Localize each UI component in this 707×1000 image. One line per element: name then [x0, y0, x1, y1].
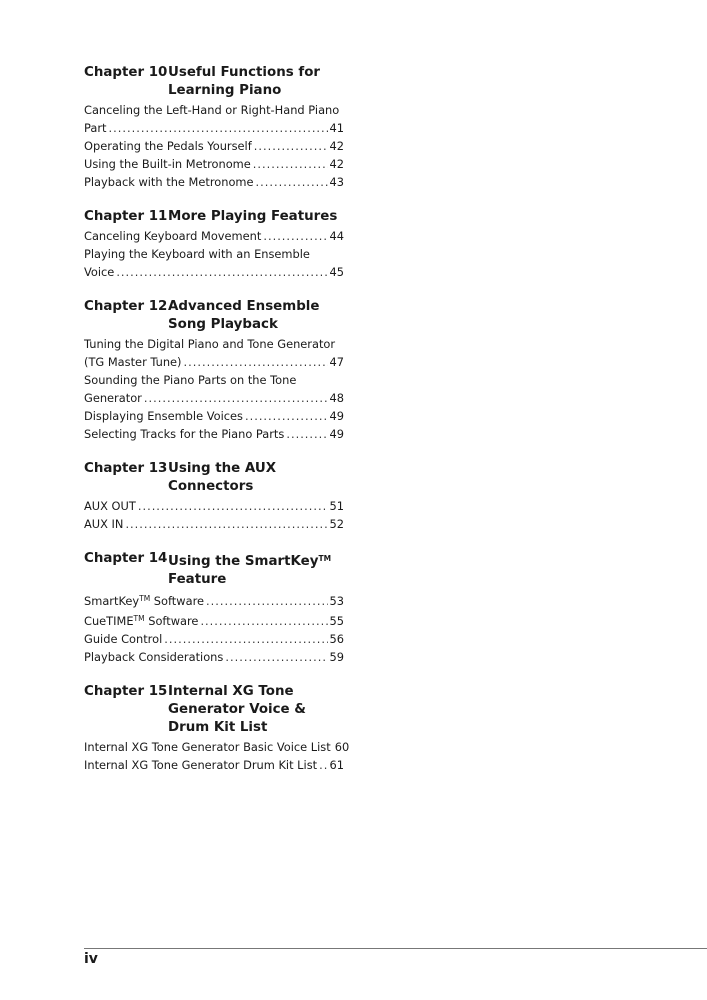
chapter-heading	[84, 683, 344, 737]
toc-entry-title	[84, 590, 204, 610]
toc-page-number: 47	[329, 355, 344, 369]
dot-leader	[109, 119, 328, 137]
toc-entry[interactable]	[84, 756, 344, 774]
toc-page-number: 42	[329, 157, 344, 171]
toc-entry-text: Canceling Keyboard Movement	[84, 229, 262, 243]
chapter-title-rest: Feature	[168, 572, 227, 587]
chapter-heading	[84, 208, 344, 226]
dot-leader	[263, 227, 327, 245]
toc-chapter	[84, 208, 344, 281]
toc-entry[interactable]	[84, 101, 344, 137]
toc-entry-row	[84, 119, 344, 137]
dot-leader	[256, 173, 328, 191]
toc-entry-title	[84, 497, 136, 515]
footer-page-number: iv	[84, 951, 98, 967]
toc-entry-text: Voice	[84, 265, 115, 279]
toc-entry[interactable]	[84, 610, 344, 630]
toc-page-number: 53	[329, 594, 344, 608]
toc-entry-text: Operating the Pedals Yourself	[84, 139, 252, 153]
chapter-number: Chapter 15	[84, 684, 168, 699]
chapter-title-text: Useful Functions for Learning Piano	[168, 65, 321, 98]
toc-entry[interactable]	[84, 630, 344, 648]
toc-entry-row	[84, 353, 344, 371]
toc-entry-row	[84, 630, 344, 648]
dot-leader	[245, 407, 328, 425]
toc-chapter	[84, 460, 344, 533]
toc-page-number: 55	[329, 614, 344, 628]
toc-entry[interactable]	[84, 155, 344, 173]
toc-chapter	[84, 298, 344, 443]
chapter-title-text: Using the SmartKey	[168, 554, 319, 569]
toc-page-number: 52	[329, 517, 344, 531]
toc-entry-text-rest: Software	[144, 614, 199, 628]
toc-entry[interactable]	[84, 137, 344, 155]
toc-entry-title	[84, 389, 142, 407]
dot-leader	[253, 155, 328, 173]
toc-entry-row	[84, 610, 344, 630]
toc-entry-row	[84, 407, 344, 425]
toc-entry-title	[84, 173, 254, 191]
table-of-contents	[84, 64, 350, 791]
toc-entry[interactable]	[84, 738, 350, 756]
toc-entry-text: Using the Built-in Metronome	[84, 157, 251, 171]
chapter-heading	[84, 460, 344, 496]
toc-entry-text: AUX IN	[84, 517, 124, 531]
toc-entry-title	[84, 137, 252, 155]
toc-page-number: 44	[329, 229, 344, 243]
toc-entry-row	[84, 173, 344, 191]
toc-entry[interactable]	[84, 425, 344, 443]
toc-entry-row	[84, 227, 344, 245]
toc-entry-text: Internal XG Tone Generator Drum Kit List	[84, 758, 318, 772]
toc-entry-title	[84, 515, 123, 533]
toc-entry-row	[84, 590, 344, 610]
dot-leader	[206, 592, 327, 610]
toc-entry-title	[84, 407, 243, 425]
toc-entry-title	[84, 263, 114, 281]
chapter-title	[168, 550, 344, 589]
toc-entry-lead: Canceling the Left-Hand or Right-Hand Piano	[84, 103, 340, 117]
toc-entry-lead: Sounding the Piano Parts on the Tone	[84, 373, 297, 387]
chapter-title-text: Internal XG Tone Generator Voice & Drum Kit List	[168, 684, 306, 735]
chapter-title	[168, 298, 344, 334]
dot-leader	[286, 425, 327, 443]
toc-entry-row	[84, 155, 344, 173]
trademark-mark: TM	[318, 554, 332, 563]
chapter-title-text: Advanced Ensemble Song Playback	[168, 299, 320, 332]
toc-entry[interactable]	[84, 407, 344, 425]
toc-page-number: 43	[329, 175, 344, 189]
toc-entry-title	[84, 227, 261, 245]
chapter-heading	[84, 550, 344, 589]
chapter-number: Chapter 12	[84, 299, 168, 314]
toc-entry-text: Part	[84, 121, 107, 135]
toc-entry-text-rest: Software	[150, 594, 205, 608]
toc-entry-text: CueTIME	[84, 614, 134, 628]
chapter-title	[168, 683, 344, 737]
dot-leader	[116, 263, 327, 281]
toc-entry-title	[84, 648, 223, 666]
chapter-title	[168, 208, 344, 226]
toc-entry-text: (TG Master Tune)	[84, 355, 182, 369]
toc-entry-row	[84, 756, 344, 774]
chapter-title-text: More Playing Features	[168, 209, 338, 224]
chapter-heading	[84, 64, 344, 100]
dot-leader	[138, 497, 328, 515]
toc-page-number: 48	[329, 391, 344, 405]
toc-page-number: 51	[329, 499, 344, 513]
dot-leader	[254, 137, 328, 155]
dot-leader	[184, 353, 328, 371]
toc-page-number: 56	[329, 632, 344, 646]
chapter-number: Chapter 14	[84, 551, 168, 566]
toc-entry-text: Playback with the Metronome	[84, 175, 254, 189]
toc-entry-title	[84, 630, 162, 648]
toc-entry[interactable]	[84, 371, 344, 407]
toc-entry-row	[84, 738, 350, 756]
dot-leader	[225, 648, 327, 666]
toc-chapter	[84, 550, 344, 666]
toc-entry[interactable]	[84, 497, 344, 515]
trademark-mark: TM	[139, 594, 151, 603]
toc-page-number: 61	[329, 758, 344, 772]
chapter-number: Chapter 11	[84, 209, 168, 224]
toc-entry-row	[84, 497, 344, 515]
toc-page-number: 45	[329, 265, 344, 279]
chapter-heading	[84, 298, 344, 334]
toc-entry-title	[84, 756, 317, 774]
toc-entry[interactable]	[84, 227, 344, 245]
toc-entry-title	[84, 119, 107, 137]
toc-chapter	[84, 683, 350, 774]
toc-entry-text: Internal XG Tone Generator Basic Voice List	[84, 740, 331, 754]
toc-page-number: 49	[329, 409, 344, 423]
toc-page-number: 49	[329, 427, 344, 441]
toc-entry[interactable]	[84, 648, 344, 666]
toc-entry-row	[84, 137, 344, 155]
toc-entry-text: Playback Considerations	[84, 650, 224, 664]
toc-entry-text: SmartKey	[84, 594, 140, 608]
toc-page-number: 41	[329, 121, 344, 135]
toc-entry-row	[84, 515, 344, 533]
toc-entry[interactable]	[84, 590, 344, 610]
toc-chapter	[84, 64, 344, 191]
chapter-number: Chapter 10	[84, 65, 168, 80]
dot-leader	[200, 612, 327, 630]
toc-entry-text: Selecting Tracks for the Piano Parts	[84, 427, 285, 441]
chapter-number: Chapter 13	[84, 461, 168, 476]
toc-entry-row	[84, 263, 344, 281]
toc-entry-lead: Playing the Keyboard with an Ensemble	[84, 247, 310, 261]
dot-leader	[319, 756, 327, 774]
toc-entry-lead: Tuning the Digital Piano and Tone Generator	[84, 337, 336, 351]
chapter-title	[168, 64, 344, 100]
toc-page-number: 60	[334, 740, 350, 754]
toc-entry-text: Guide Control	[84, 632, 163, 646]
toc-entry-title	[84, 353, 182, 371]
toc-page-number: 59	[329, 650, 344, 664]
toc-entry[interactable]	[84, 335, 344, 371]
toc-entry-row	[84, 389, 344, 407]
dot-leader	[164, 630, 327, 648]
toc-page-number: 42	[329, 139, 344, 153]
toc-entry-title	[84, 425, 284, 443]
toc-entry[interactable]	[84, 515, 344, 533]
toc-entry[interactable]	[84, 173, 344, 191]
dot-leader	[125, 515, 327, 533]
toc-entry-title	[84, 155, 251, 173]
chapter-title-text: Using the AUX Connectors	[168, 461, 277, 494]
toc-entry[interactable]	[84, 245, 344, 281]
trademark-mark: TM	[133, 614, 145, 623]
toc-entry-text: Generator	[84, 391, 142, 405]
toc-entry-row	[84, 425, 344, 443]
dot-leader	[144, 389, 328, 407]
toc-entry-text: AUX OUT	[84, 499, 136, 513]
toc-entry-title	[84, 738, 331, 756]
chapter-title	[168, 460, 344, 496]
toc-entry-row	[84, 648, 344, 666]
footer-rule	[84, 948, 707, 949]
toc-entry-text: Displaying Ensemble Voices	[84, 409, 243, 423]
toc-entry-title	[84, 610, 198, 630]
